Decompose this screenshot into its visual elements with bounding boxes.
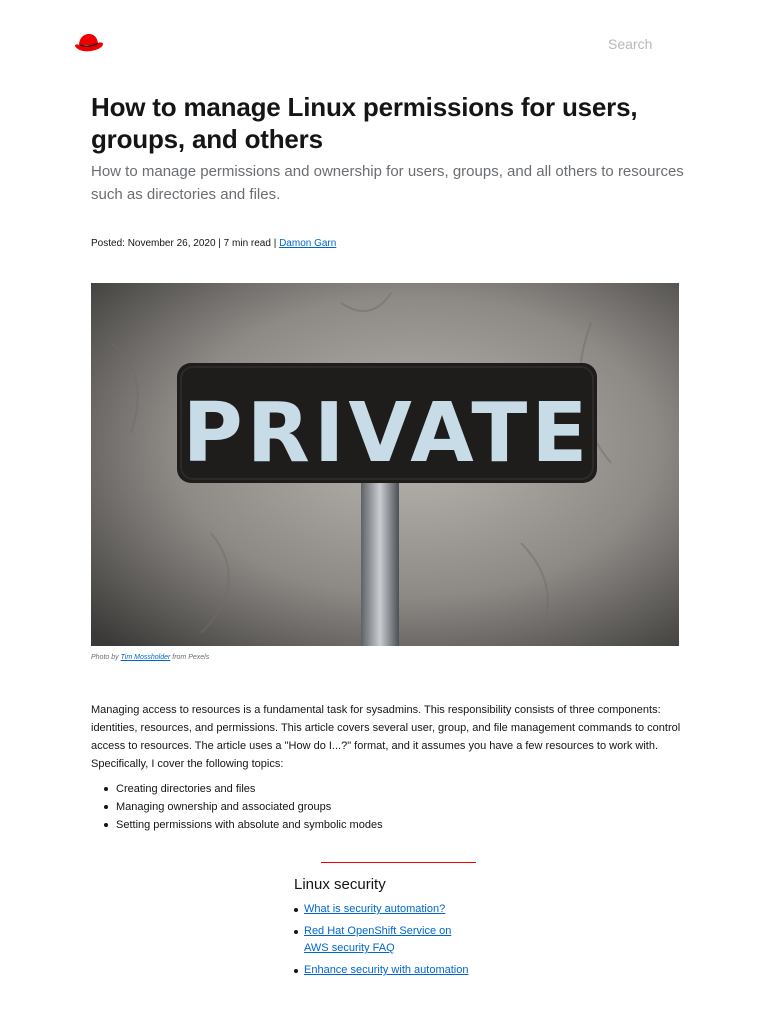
sign-text: PRIVATE (182, 386, 592, 481)
photographer-link[interactable]: Tim Mossholder (120, 654, 171, 661)
author-link[interactable]: Damon Garn (279, 238, 337, 249)
related-links-list (294, 901, 484, 979)
related-links-box (294, 862, 484, 984)
article-meta (91, 238, 336, 249)
related-link-security-automation[interactable]: What is security automation? (304, 903, 446, 915)
list-item: Managing ownership and associated groups (116, 798, 383, 816)
related-link-openshift-faq[interactable]: Red Hat OpenShift Service on AWS security FAQ (304, 925, 452, 954)
list-item (304, 901, 469, 918)
list-item: Creating directories and files (116, 780, 383, 798)
list-item (304, 923, 469, 957)
private-sign-photo (91, 283, 679, 646)
list-item: Setting permissions with absolute and symbolic modes (116, 816, 383, 834)
article-title: How to manage Linux permissions for users, groups, and others (91, 92, 638, 154)
intro-paragraph: Managing access to resources is a fundamental task for sysadmins. This responsibility consists of three components: identities, resources, and permissions. This article covers several user, group, and file management commands to control access to resources. The article uses a "How do I...?" format, and it assumes you have a few resources to work with. Specifically, I cover the following topics: (91, 704, 681, 770)
hero-image (91, 283, 679, 646)
photo-caption: Photo by Tim Mossholder from Pexels (91, 654, 210, 661)
red-hat-logo-icon[interactable] (74, 30, 104, 56)
accent-divider (321, 862, 476, 863)
post-date-readtime: Posted: November 26, 2020 | 7 min read | (91, 238, 280, 249)
site-header (0, 0, 768, 88)
topics-list (116, 780, 383, 834)
related-link-enhance-security[interactable]: Enhance security with automation (304, 964, 469, 976)
related-links-title: Linux security (294, 876, 386, 893)
search-input[interactable] (602, 30, 692, 58)
list-item (304, 962, 469, 979)
article-subtitle: How to manage permissions and ownership for users, groups, and all others to resources such as directories and files. (91, 163, 684, 203)
